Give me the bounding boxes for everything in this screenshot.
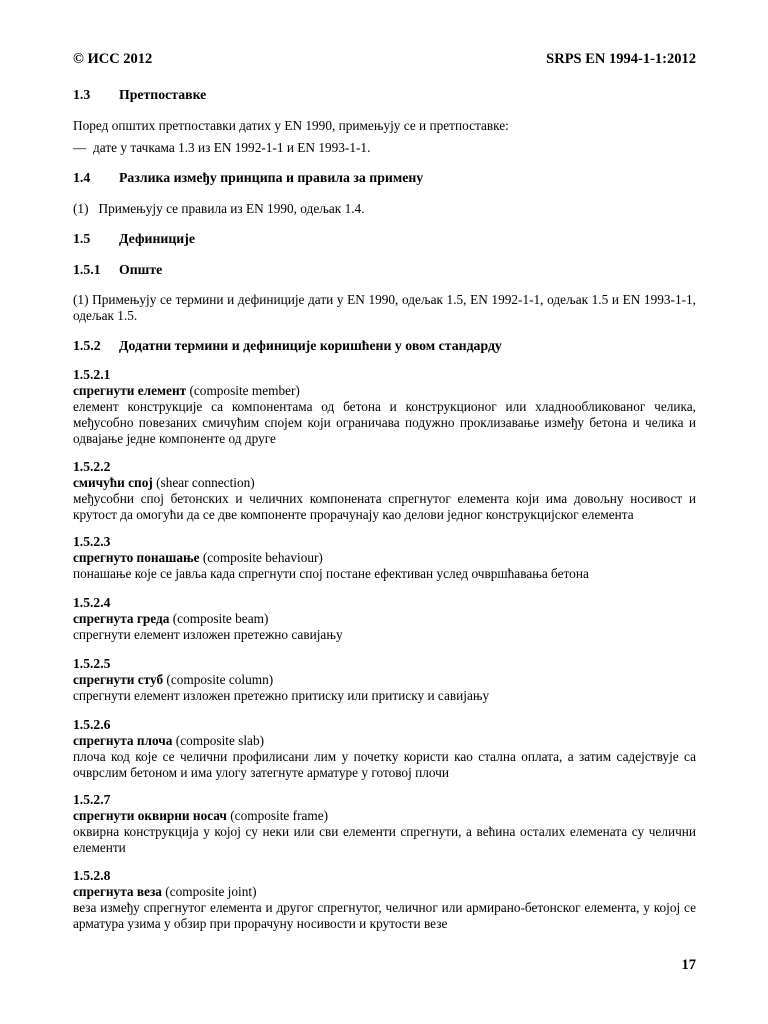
- section-number: 1.4: [73, 170, 91, 185]
- dash-bullet: —: [73, 140, 87, 155]
- term-name: спрегнута плоча: [73, 733, 173, 748]
- section-1-5-1-heading: [73, 262, 696, 278]
- standard-id: SRPS EN 1994-1-1:2012: [546, 51, 696, 67]
- term-english: (shear connection): [152, 475, 255, 490]
- term-name: спрегнута греда: [73, 611, 170, 626]
- section-title: Опште: [119, 262, 163, 277]
- term-name: спрегнуто понашање: [73, 550, 200, 565]
- term-english: (composite behaviour): [199, 550, 323, 565]
- term-entry: [73, 656, 696, 704]
- term-english: (composite frame): [226, 808, 329, 823]
- term-entry: [73, 534, 696, 582]
- paragraph: (1) Примењују се правила из EN 1990, одељак 1.4.: [73, 201, 365, 216]
- term-entry: [73, 717, 696, 781]
- section-title: Претпоставке: [119, 87, 207, 102]
- term-number: 1.5.2.6: [73, 717, 111, 732]
- paragraph: Поред општих претпоставки датих у EN 1990, примењују се и претпоставке:: [73, 118, 509, 133]
- term-name: смичући спој: [73, 475, 153, 490]
- section-number: 1.5.2: [73, 338, 101, 353]
- section-1-4-heading: [73, 170, 696, 186]
- section-title: Дефиниције: [119, 231, 195, 246]
- term-name: спрегнути стуб: [73, 672, 164, 687]
- term-definition: спрегнути елемент изложен претежно савијању: [73, 627, 343, 642]
- term-number: 1.5.2.7: [73, 792, 111, 807]
- section-1-3-body: [73, 118, 696, 134]
- term-entry: [73, 459, 696, 523]
- section-1-3-heading: [73, 87, 696, 103]
- section-1-3-list-item: [73, 140, 696, 156]
- document-page: [73, 0, 696, 1024]
- term-english: (composite beam): [169, 611, 269, 626]
- term-english: (composite joint): [161, 884, 257, 899]
- term-definition: елемент конструкције са компонентама од бетона и конструкционог или хладнообликованог челика, међусобно повезаних смичућим спојем који ограничава подужно проклизавање између бетона и челика и одвајање једне компоненте од друге: [73, 399, 696, 446]
- section-1-5-1-body: [73, 292, 696, 324]
- copyright-label: © ИСС 2012: [73, 51, 153, 67]
- term-definition: спрегнути елемент изложен претежно притиску или притиску и савијању: [73, 688, 490, 703]
- section-number: 1.5: [73, 231, 91, 246]
- page-number: 17: [681, 957, 696, 973]
- term-english: (composite column): [163, 672, 274, 687]
- paragraph: (1) Примењују се термини и дефиниције дати у EN 1990, одељак 1.5, EN 1992-1-1, одељак 1.5 и EN 1993-1-1, одељак 1.5.: [73, 292, 696, 323]
- term-definition: оквирна конструкција у којој су неки или сви елементи спрегнути, а већина осталих елемената су челични елементи: [73, 824, 696, 855]
- term-number: 1.5.2.8: [73, 868, 111, 883]
- term-definition: веза између спрегнутог елемента и другог спрегнутог, челичног или армирано-бетонског елемента, у којој се арматура узима у обзир при прорачуну носивости и крутости везе: [73, 900, 696, 931]
- term-english: (composite member): [186, 383, 300, 398]
- term-definition: плоча код које се челични профилисани лим у почетку користи као стална оплата, а затим садејствује са очврслим бетоном и има улогу затегнуте арматуре у готовој плочи: [73, 749, 696, 780]
- term-name: спрегнути оквирни носач: [73, 808, 227, 823]
- term-number: 1.5.2.2: [73, 459, 111, 474]
- section-title: Додатни термини и дефиниције коришћени у овом стандарду: [119, 338, 502, 353]
- term-number: 1.5.2.4: [73, 595, 111, 610]
- term-name: спрегнута веза: [73, 884, 162, 899]
- list-item-text: дате у тачкама 1.3 из EN 1992-1-1 и EN 1993-1-1.: [93, 140, 371, 155]
- section-1-5-2-heading: [73, 338, 696, 354]
- term-entry: [73, 868, 696, 932]
- term-english: (composite slab): [172, 733, 265, 748]
- section-1-5-heading: [73, 231, 696, 247]
- term-entry: [73, 367, 696, 447]
- term-entry: [73, 792, 696, 856]
- section-number: 1.3: [73, 87, 91, 102]
- term-definition: понашање које се јавља када спрегнути спој постане ефективан услед очвршћавања бетона: [73, 566, 589, 581]
- term-entry: [73, 595, 696, 643]
- term-name: спрегнути елемент: [73, 383, 187, 398]
- term-definition: међусобни спој бетонских и челичних компонената спрегнутог елемента који има довољну носивост и крутост да омогући да се две компоненте прорачунају као делови једног конструкцијског елемента: [73, 491, 696, 522]
- section-1-4-body: [73, 201, 696, 217]
- section-number: 1.5.1: [73, 262, 101, 277]
- term-number: 1.5.2.5: [73, 656, 111, 671]
- section-title: Разлика између принципа и правила за примену: [119, 170, 424, 185]
- term-number: 1.5.2.3: [73, 534, 111, 549]
- term-number: 1.5.2.1: [73, 367, 111, 382]
